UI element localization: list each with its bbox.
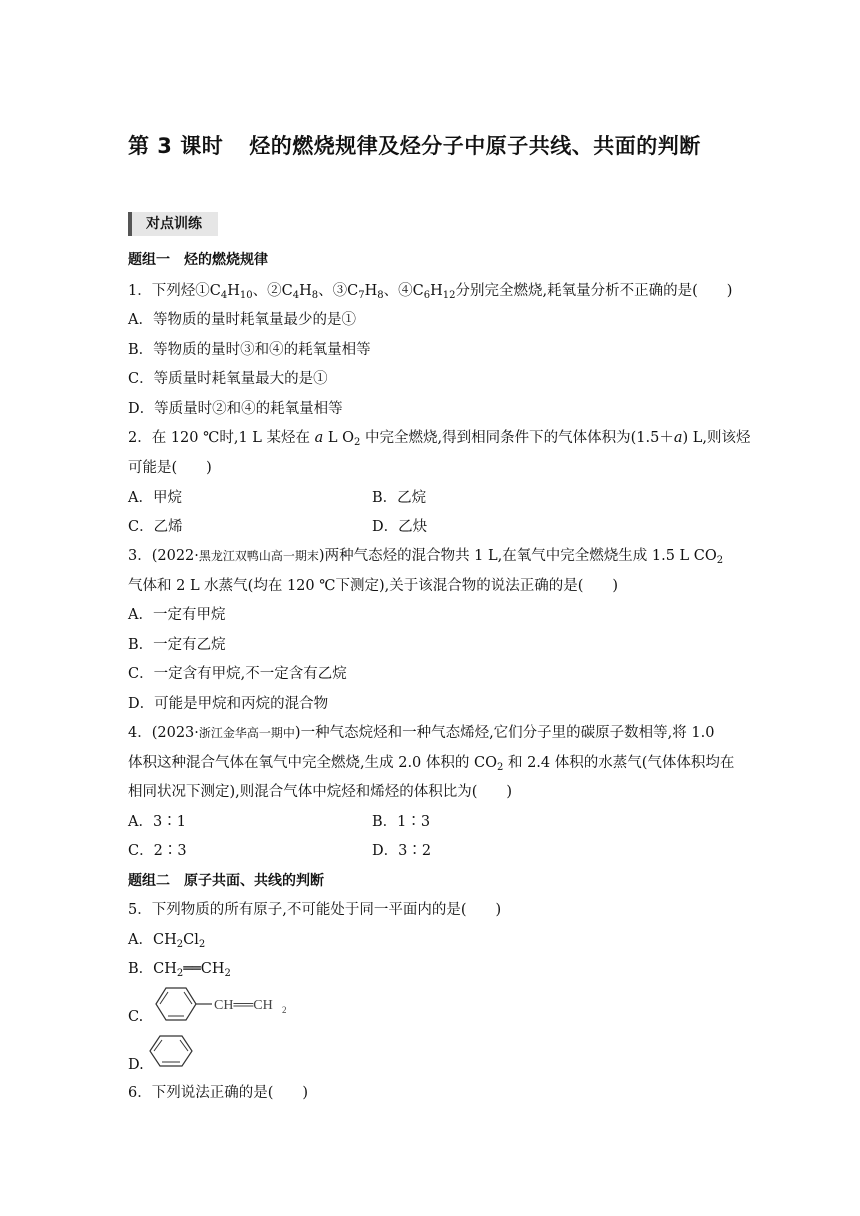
q4-option-c: C．2∶3 [128,843,187,859]
question-2-stem: 2．在 120 ℃时,1 L 某烃在 a L $O_2$ 中完全燃烧,得到相同条件下的气体体积为(1.5＋a) L,则该烃 [128,430,751,448]
q4-option-d: D．3∶2 [372,843,432,859]
question-5-stem: 5．下列物质的所有原子,不可能处于同一平面内的是( ) [128,902,502,918]
question-1-stem: 1．下列烃$①C_4H_{10}$、$②C_4H_8$、$③C_7H_8$、$④C_6H_{12}$分别完全燃烧,耗氧量分析不正确的是( ) [128,283,733,301]
q2-option-a: A．甲烷 [128,490,182,506]
q3-option-a: A．一定有甲烷 [128,607,226,623]
lesson-number: 第 3 课时 [128,134,224,158]
group-heading-1: 题组一 烃的燃烧规律 [128,252,268,268]
q4-option-a: A．3∶1 [128,814,186,830]
q4-option-b: B．1∶3 [372,814,431,830]
lesson-title: 烃的燃烧规律及烃分子中原子共线、共面的判断 [249,134,701,158]
q2-option-c: C．乙烯 [128,519,183,535]
q2-option-d: D．乙炔 [372,519,428,535]
styrene-structure-icon [146,984,296,1026]
page-title [128,130,701,160]
group-heading-2: 题组二 原子共面、共线的判断 [128,873,324,889]
question-4-stem: 4．(2023·浙江金华高一期中)一种气态烷烃和一种气态烯烃,它们分子里的碳原子数相等,将 1.0 [128,725,715,741]
styrene-chain-sub: 2 [282,1005,287,1015]
q5-option-d-label: D. [128,1057,144,1073]
question-6-stem: 6．下列说法正确的是( ) [128,1085,309,1101]
styrene-chain-text: CH══CH [214,998,273,1013]
q1-option-d: D．等质量时②和④的耗氧量相等 [128,401,343,417]
question-3-stem-cont: 气体和 2 L 水蒸气(均在 120 ℃下测定),关于该混合物的说法正确的是( ) [128,578,619,594]
q2-option-b: B．乙烷 [372,490,427,506]
q5-option-a: A．$CH_2Cl_2$ [128,932,206,950]
question-4-stem-cont: 体积这种混合气体在氧气中完全燃烧,生成 2.0 体积的 $CO_2$ 和 2.4 体积的水蒸气(气体体积均在 [128,755,735,773]
question-4-stem-cont-2: 相同状况下测定),则混合气体中烷烃和烯烃的体积比为( ) [128,784,513,800]
benzene-ring-icon [146,1034,200,1070]
section-tag: 对点训练 [128,212,218,236]
q3-option-c: C．一定含有甲烷,不一定含有乙烷 [128,666,347,682]
question-3-stem: 3．(2022·黑龙江双鸭山高一期末)两种气态烃的混合物共 1 L,在氧气中完全燃烧生成 1.5 L $CO_2$ [128,548,724,566]
q5-option-c-label: C. [128,1009,144,1025]
q3-option-d: D．可能是甲烷和丙烷的混合物 [128,696,329,712]
q3-option-b: B．一定有乙烷 [128,637,226,653]
q1-option-c: C．等质量时耗氧量最大的是① [128,371,328,387]
question-2-stem-cont: 可能是( ) [128,460,212,476]
q5-option-b: B．$CH_2══CH_2$ [128,961,231,979]
q1-option-a: A．等物质的量时耗氧量最少的是① [128,312,356,328]
q1-option-b: B．等物质的量时③和④的耗氧量相等 [128,342,371,358]
